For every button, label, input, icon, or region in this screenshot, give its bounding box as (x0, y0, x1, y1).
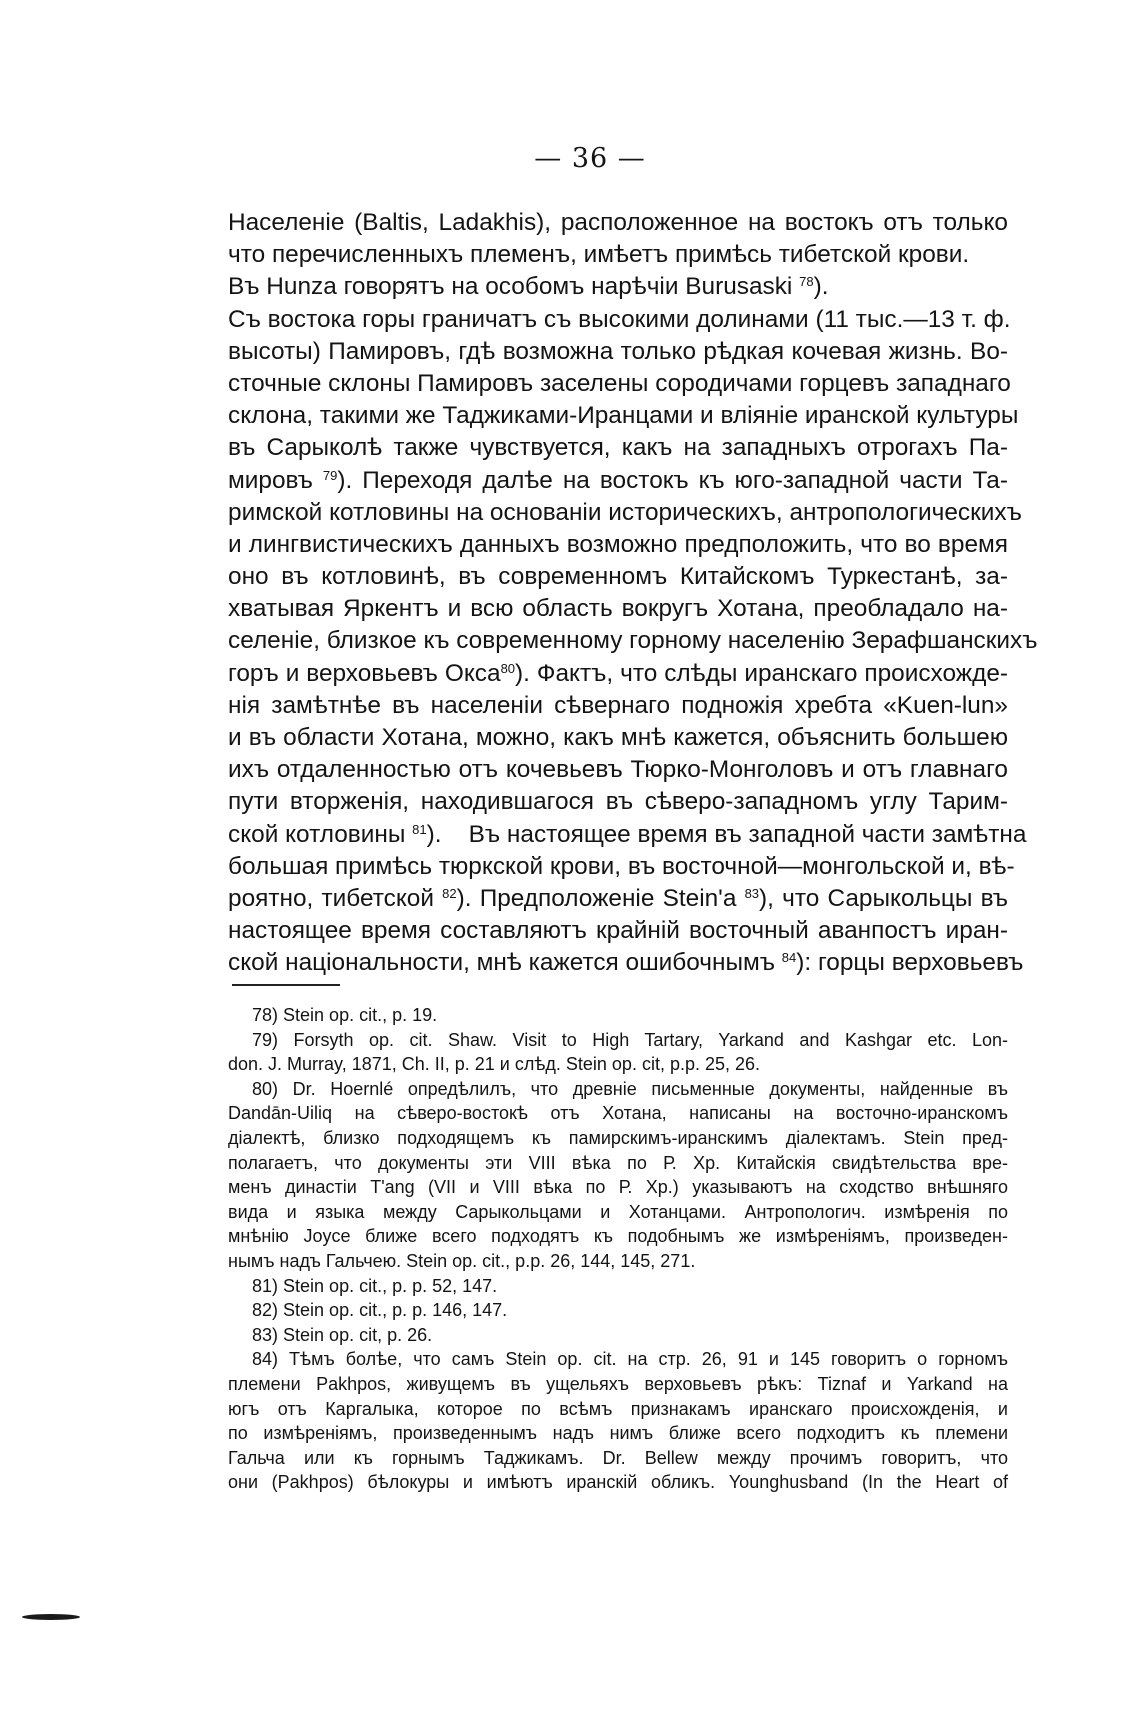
footnote-79 (228, 1028, 1008, 1077)
text-line: сточные склоны Памировъ заселены сородичами горцевъ западнаго (228, 369, 1011, 397)
footnote-82 (228, 1298, 1008, 1323)
text-fragment: Въ настоящее время въ западной части замѣтна (468, 820, 1027, 848)
text-line: оно въ котловинѣ, въ современномъ Китайскомъ Туркестанѣ, за- (228, 563, 1008, 591)
footnote-line (228, 1028, 1008, 1053)
footnote-ref-81: 81 (412, 821, 427, 837)
footnote-ref-80: 80 (500, 660, 516, 676)
text-line: и въ области Хотана, можно, какъ мнѣ кажется, объяснить большею (228, 724, 1008, 751)
footnote-text: Stein op. cit, p. 26. (283, 1324, 433, 1345)
text-line: настоящее время составляютъ крайній восточный аванпостъ иран- (228, 917, 1008, 945)
footnote-line: племени Pakhpos, живущемъ въ ущельяхъ верховьевъ рѣкъ: Tiznaf и Yarkand на (228, 1373, 1008, 1394)
footnote-mark: 81) (252, 1275, 279, 1296)
footnote-text: Forsyth op. cit. Shaw. Visit to High Tartary, Yarkand and Kashgar etc. Lon- (293, 1029, 1008, 1050)
text-fragment: горъ и верховьевъ Окса (228, 659, 501, 687)
footnote-ref-79: 79 (322, 467, 338, 483)
text-line: склона, такими же Таджиками-Иранцами и вліяніе иранской культуры (228, 402, 1019, 430)
text-fragment: ) (759, 884, 768, 912)
text-line: большая примѣсь тюркской крови, въ восточной—монгольской и, вѣ- (228, 852, 1015, 880)
text-fragment: ). (337, 466, 353, 494)
text-fragment: Предположеніе Stein'a (479, 884, 737, 912)
text-line: Населеніе (Baltis, Ladakhis), расположенное на востокъ отъ только (228, 209, 1008, 236)
text-fragment: ской національности, мнѣ кажется ошибочнымъ (228, 949, 776, 977)
footnote-line: діалектѣ, близко подходящемъ къ памирскимъ-иранскимъ діалектамъ. Stein пред- (228, 1127, 1008, 1148)
text-line: нія замѣтнѣе въ населеніи сѣвернаго подножія хребта «Kuen-lun» (228, 691, 1008, 719)
footnote-text: Stein op. cit., p. p. 146, 147. (283, 1300, 508, 1321)
text-line: римской котловины на основаніи историческихъ, антропологическихъ (228, 498, 1022, 526)
footnote-mark: 78) (252, 1005, 279, 1025)
text-line: хватывая Яркентъ и всю область вокругъ Хотана, преобладало на- (228, 595, 1008, 623)
footnotes (228, 1003, 1008, 1495)
text-fragment: мировъ (228, 466, 313, 494)
footnote-line (228, 1077, 1008, 1102)
footnote-ref-84: 84 (781, 950, 797, 966)
text-line (228, 465, 1008, 497)
text-line: и лингвистическихъ данныхъ возможно предположить, что во время (228, 530, 1008, 558)
footnote-line (228, 1298, 1008, 1323)
text-line (228, 819, 1027, 851)
text-line (228, 883, 1008, 915)
text-line: высоты) Памировъ, гдѣ возможна только рѣдкая кочевая жизнь. Во- (228, 337, 1008, 365)
footnote-line (228, 1274, 1008, 1299)
ink-smudge-mark (22, 1614, 80, 1620)
footnote-line: они (Pakhpos) бѣлокуры и имѣютъ иранскій обликъ. Younghusband (In the Heart of (228, 1472, 1008, 1493)
footnote-83 (228, 1323, 1008, 1348)
text-line: что перечисленныхъ племенъ, имѣетъ примѣсь тибетской крови. (228, 241, 970, 269)
footnote-text: Dr. Hoernlé опредѣлилъ, что древніе письменные документы, найденные въ (292, 1078, 1008, 1099)
footnote-divider (232, 984, 340, 986)
footnote-ref-78: 78 (799, 274, 814, 290)
text-fragment: , что Сарыкольцы въ (767, 884, 1008, 912)
footnote-text: Тѣмъ болѣе, что самъ Stein op. cit. на стр. 26, 91 и 145 говоритъ о горномъ (289, 1349, 1008, 1370)
footnote-line (228, 1323, 1008, 1348)
footnote-line: полагаетъ, что документы эти VIII вѣка по Р. Хр. Китайскія свидѣтельства вре- (228, 1152, 1008, 1173)
footnote-mark: 84) (252, 1349, 279, 1370)
text-fragment: ). (456, 884, 472, 912)
footnote-line: don. J. Murray, 1871, Ch. II, p. 21 и слѣд. Stein op. cit, p.p. 25, 26. (228, 1054, 761, 1075)
text-line (228, 271, 1008, 303)
text-line (228, 947, 1024, 979)
footnote-line: по измѣреніямъ, произведеннымъ надъ нимъ ближе всего подходитъ къ племени (228, 1423, 1008, 1444)
main-text (228, 207, 1038, 980)
text-fragment: ). (426, 820, 442, 848)
text-line: селеніе, близкое къ современному горному населенію Зерафшанскихъ (228, 627, 1038, 655)
footnote-81 (228, 1274, 1008, 1299)
footnote-line (228, 1003, 1008, 1028)
text-line: въ Сарыколѣ также чувствуется, какъ на западныхъ отрогахъ Па- (228, 434, 1008, 462)
footnote-78 (228, 1003, 1008, 1028)
footnote-80 (228, 1077, 1008, 1274)
text-line: пути вторженія, находившагося въ сѣверо-западномъ углу Тарим- (228, 788, 1008, 816)
footnote-line: Dandān-Uiliq на сѣверо-востокѣ отъ Хотана, написаны на восточно-иранскомъ (228, 1103, 1008, 1124)
text-fragment: Переходя далѣе на востокъ къ юго-западной части Та- (362, 466, 1008, 494)
footnote-line (228, 1347, 1008, 1372)
footnote-ref-82: 82 (442, 885, 457, 901)
footnote-mark: 82) (252, 1300, 279, 1321)
text-fragment: ). (515, 659, 530, 687)
text-fragment: роятно, тибетской (228, 884, 434, 912)
text-line: ихъ отдаленностью отъ кочевьевъ Тюрко-Монголовъ и отъ главнаго (228, 756, 1008, 784)
footnote-line: менъ династіи T'ang (VII и VIII вѣка по Р. Хр.) указываютъ на сходство внѣшняго (228, 1177, 1008, 1198)
footnote-text: Stein op. cit., p. 19. (283, 1005, 438, 1025)
footnote-text: Stein op. cit., p. p. 52, 147. (283, 1275, 498, 1296)
text-fragment: : горцы верховьевъ (804, 949, 1024, 977)
text-line: Съ востока горы граничатъ съ высокими долинами (11 тыс.—13 т. ф. (228, 305, 1011, 333)
text-fragment: ской котловины (228, 820, 406, 848)
text-fragment: Въ Hunza говорятъ на особомъ нарѣчіи Burusaski (228, 273, 793, 301)
footnote-ref-83: 83 (744, 885, 760, 901)
text-fragment: ). (813, 273, 829, 301)
footnote-line: мнѣнію Joyce ближе всего подходятъ къ подобнымъ же измѣреніямъ, произведен- (228, 1226, 1008, 1247)
footnote-mark: 83) (252, 1324, 279, 1345)
text-line (228, 658, 1008, 690)
footnote-mark: 80) (252, 1078, 279, 1099)
footnote-84 (228, 1347, 1008, 1495)
footnote-line: югъ отъ Каргалыка, которое по всѣмъ признакамъ иранскаго происхожденія, и (228, 1398, 1008, 1419)
text-fragment: ) (796, 949, 805, 977)
footnote-mark: 79) (252, 1029, 279, 1050)
text-fragment: Фактъ, что слѣды иранскаго происхожде- (536, 659, 1009, 687)
page-number: — 36 — (534, 143, 646, 174)
footnote-line: нымъ надъ Гальчею. Stein op. cit., p.p. 26, 144, 145, 271. (228, 1250, 696, 1271)
footnote-line: Гальча или къ горнымъ Таджикамъ. Dr. Bellew между прочимъ говоритъ, что (228, 1447, 1008, 1468)
footnote-line: вида и языка между Сарыкольцами и Хотанцами. Антропологич. измѣренія по (228, 1201, 1008, 1222)
